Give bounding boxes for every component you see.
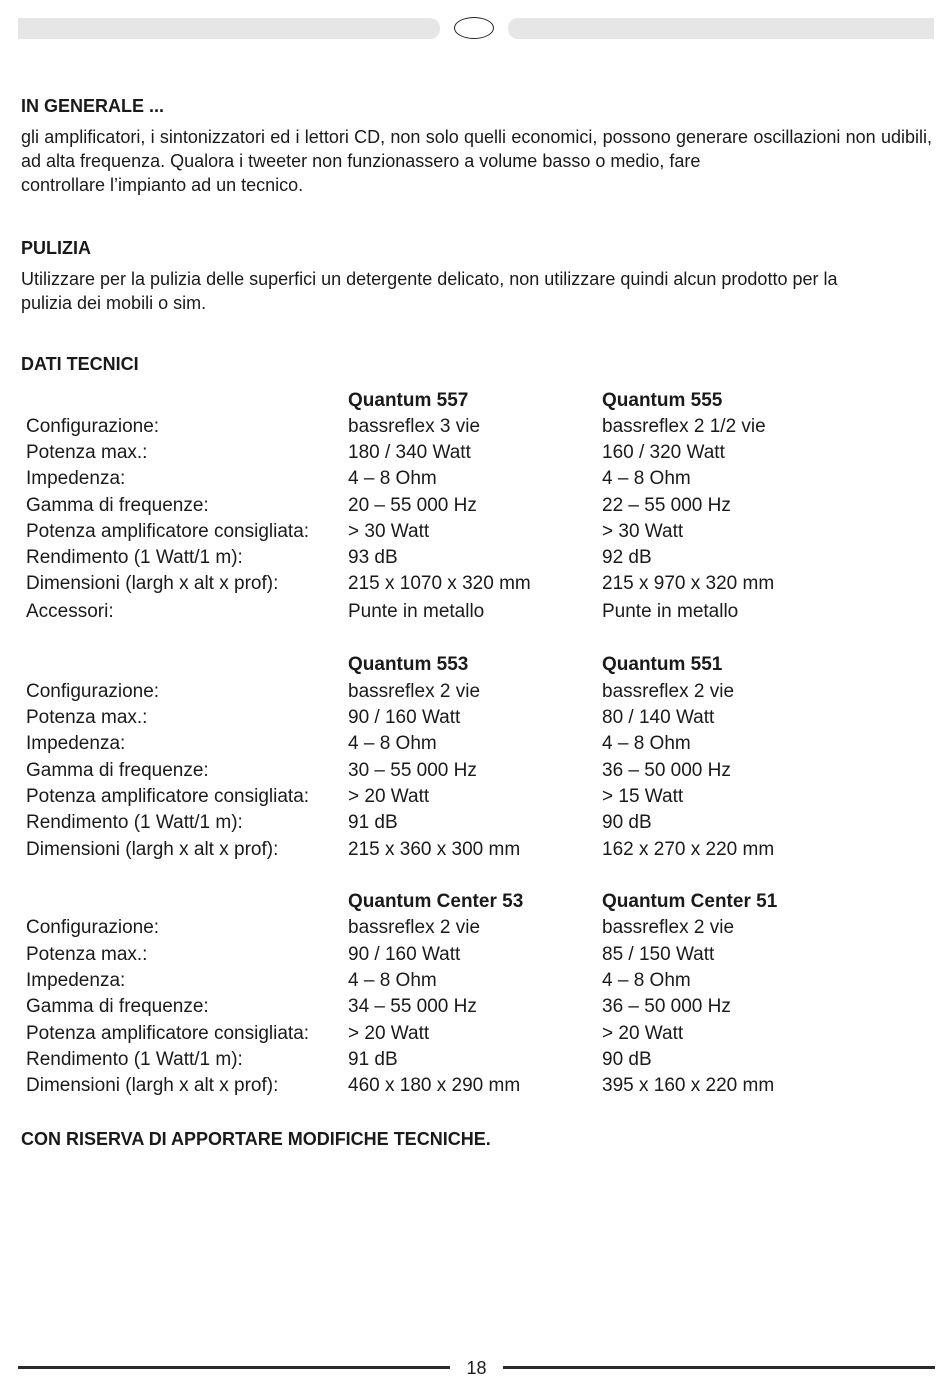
spec-label: Accessori:: [26, 601, 114, 622]
spec-value: 395 x 160 x 220 mm: [602, 1075, 775, 1096]
spec-value: 215 x 1070 x 320 mm: [348, 573, 531, 594]
header-bar-left: [18, 18, 440, 39]
spec-label: Potenza amplificatore consigliata:: [26, 786, 310, 807]
spec-label: Dimensioni (largh x alt x prof):: [26, 839, 279, 860]
model-name: Quantum 555: [602, 390, 723, 411]
spec-value: 4 – 8 Ohm: [348, 733, 437, 754]
spec-label: Impedenza:: [26, 970, 126, 991]
spec-label: Impedenza:: [26, 468, 126, 489]
spec-value: 36 – 50 000 Hz: [602, 996, 731, 1017]
spec-label: Rendimento (1 Watt/1 m):: [26, 547, 243, 568]
spec-label: Gamma di frequenze:: [26, 495, 209, 516]
spec-label: Potenza amplificatore consigliata:: [26, 521, 310, 542]
spec-value: 30 – 55 000 Hz: [348, 760, 477, 781]
reserve-note: CON RISERVA DI APPORTARE MODIFICHE TECNICHE.: [21, 1129, 491, 1149]
spec-value: 215 x 970 x 320 mm: [602, 573, 775, 594]
model-name: Quantum 553: [348, 654, 469, 675]
language-oval-icon: [454, 17, 494, 39]
spec-value: 4 – 8 Ohm: [348, 468, 437, 489]
spec-value: 215 x 360 x 300 mm: [348, 839, 521, 860]
spec-value: 90 / 160 Watt: [348, 944, 461, 965]
spec-value: bassreflex 3 vie: [348, 416, 481, 437]
spec-label: Potenza amplificatore consigliata:: [26, 1023, 310, 1044]
specs-title: DATI TECNICI: [21, 354, 139, 374]
general-text: gli amplificatori, i sintonizzatori ed i lettori CD, non solo quelli economici, possono generare oscillazioni non udibili, ad alta frequenza. Qualora i tweeter non funzionassero a volume basso o medio, fare: [21, 127, 932, 171]
spec-value: 85 / 150 Watt: [602, 944, 715, 965]
spec-value: 162 x 270 x 220 mm: [602, 839, 775, 860]
spec-label: Potenza max.:: [26, 707, 148, 728]
spec-value: 36 – 50 000 Hz: [602, 760, 731, 781]
spec-value: > 30 Watt: [602, 521, 684, 542]
spec-label: Dimensioni (largh x alt x prof):: [26, 1075, 279, 1096]
spec-value: bassreflex 2 vie: [348, 681, 481, 702]
spec-value: > 20 Watt: [348, 786, 430, 807]
spec-value: bassreflex 2 1/2 vie: [602, 416, 766, 437]
spec-value: 92 dB: [602, 547, 652, 568]
spec-label: Configurazione:: [26, 416, 160, 437]
spec-label: Potenza max.:: [26, 944, 148, 965]
spec-label: Gamma di frequenze:: [26, 996, 209, 1017]
spec-value: > 20 Watt: [348, 1023, 430, 1044]
model-name: Quantum Center 51: [602, 891, 778, 912]
spec-value: 90 / 160 Watt: [348, 707, 461, 728]
spec-value: 4 – 8 Ohm: [602, 733, 691, 754]
spec-value: 460 x 180 x 290 mm: [348, 1075, 521, 1096]
spec-value: 22 – 55 000 Hz: [602, 495, 731, 516]
spec-label: Potenza max.:: [26, 442, 148, 463]
spec-value: 90 dB: [602, 812, 652, 833]
spec-value: Punte in metallo: [602, 601, 739, 622]
footer-rule-right: [503, 1366, 935, 1369]
cleaning-text-end: pulizia dei mobili o sim.: [21, 293, 207, 313]
spec-value: > 20 Watt: [602, 1023, 684, 1044]
spec-label: Rendimento (1 Watt/1 m):: [26, 1049, 243, 1070]
model-name: Quantum Center 53: [348, 891, 524, 912]
spec-value: bassreflex 2 vie: [602, 917, 735, 938]
spec-label: Configurazione:: [26, 681, 160, 702]
spec-value: 20 – 55 000 Hz: [348, 495, 477, 516]
general-title: IN GENERALE ...: [21, 96, 165, 116]
spec-label: Gamma di frequenze:: [26, 760, 209, 781]
page-number: 18: [466, 1358, 487, 1378]
spec-value: bassreflex 2 vie: [348, 917, 481, 938]
spec-value: > 15 Watt: [602, 786, 684, 807]
header-bar-right: [508, 18, 934, 39]
spec-label: Configurazione:: [26, 917, 160, 938]
spec-value: 34 – 55 000 Hz: [348, 996, 477, 1017]
spec-value: 180 / 340 Watt: [348, 442, 471, 463]
cleaning-title: PULIZIA: [21, 238, 91, 258]
footer-rule-left: [18, 1366, 450, 1369]
spec-label: Rendimento (1 Watt/1 m):: [26, 812, 243, 833]
spec-value: 90 dB: [602, 1049, 652, 1070]
spec-value: 93 dB: [348, 547, 398, 568]
spec-value: 4 – 8 Ohm: [602, 970, 691, 991]
spec-value: 4 – 8 Ohm: [348, 970, 437, 991]
spec-value: 4 – 8 Ohm: [602, 468, 691, 489]
spec-label: Dimensioni (largh x alt x prof):: [26, 573, 279, 594]
spec-label: Impedenza:: [26, 733, 126, 754]
cleaning-text: Utilizzare per la pulizia delle superfici un detergente delicato, non utilizzare quindi alcun prodotto per la: [21, 269, 838, 289]
spec-value: 91 dB: [348, 1049, 398, 1070]
spec-value: bassreflex 2 vie: [602, 681, 735, 702]
spec-value: 91 dB: [348, 812, 398, 833]
spec-value: 80 / 140 Watt: [602, 707, 715, 728]
spec-value: > 30 Watt: [348, 521, 430, 542]
model-name: Quantum 557: [348, 390, 469, 411]
model-name: Quantum 551: [602, 654, 723, 675]
general-text-end: controllare l’impianto ad un tecnico.: [21, 175, 304, 195]
spec-value: Punte in metallo: [348, 601, 485, 622]
spec-value: 160 / 320 Watt: [602, 442, 725, 463]
